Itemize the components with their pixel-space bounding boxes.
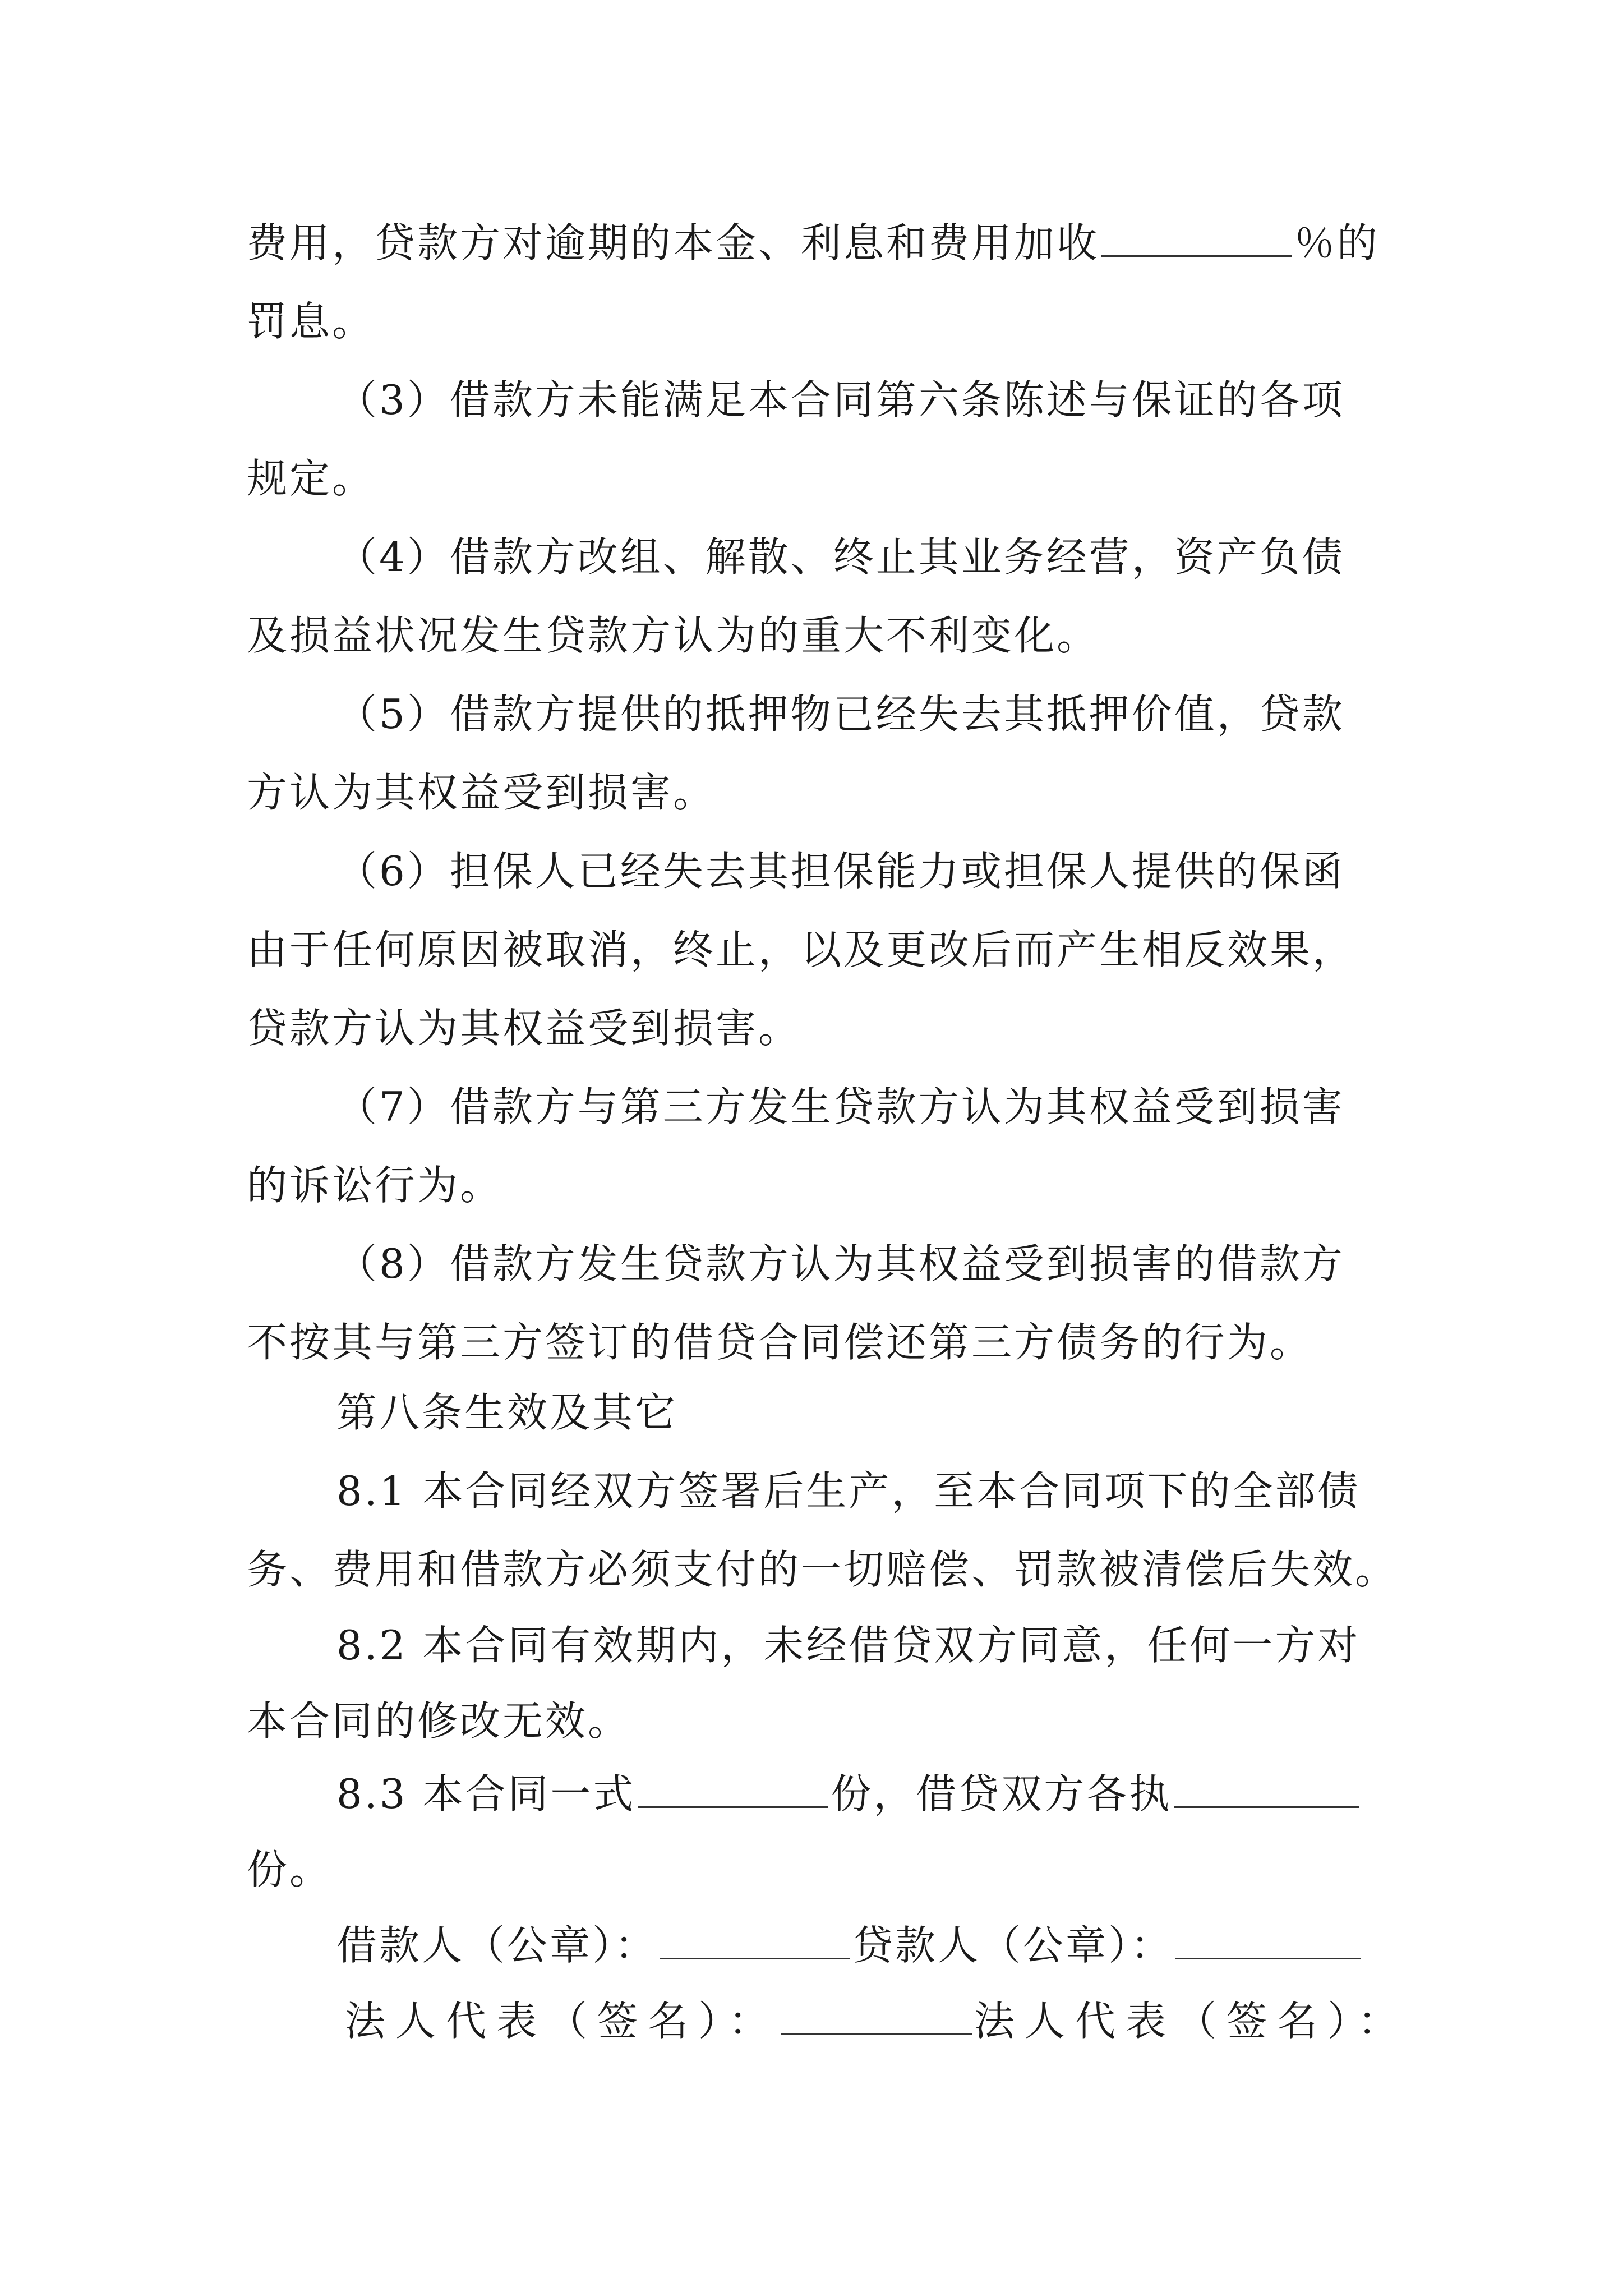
paragraph-line xyxy=(247,609,1396,662)
paragraph-line xyxy=(247,923,1396,977)
paragraph-line xyxy=(336,530,1396,584)
line-text: 贷款方认为其权益受到损害。 xyxy=(247,1005,801,1052)
paragraph-line xyxy=(247,452,1396,505)
line-text: 罚息。 xyxy=(247,298,375,345)
paragraph-line xyxy=(247,1543,1396,1596)
paragraph-line xyxy=(247,216,1396,270)
copies-each-blank[interactable] xyxy=(1174,1767,1359,1808)
lender-seal-label: 贷款人（公章）： xyxy=(852,1922,1174,1969)
paragraph-line xyxy=(336,373,1396,427)
fill-in-blank[interactable] xyxy=(1101,216,1292,257)
line-text: 费用，贷款方对逾期的本金、利息和费用加收 xyxy=(247,219,1100,266)
line-text: （4）借款方改组、解散、终止其业务经营，资产负债 xyxy=(336,533,1345,581)
paragraph-line xyxy=(247,1843,1396,1897)
line-text: 务、费用和借款方必须支付的一切赔偿、罚款被清偿后失效。 xyxy=(247,1546,1398,1593)
paragraph-line xyxy=(247,295,1396,348)
paragraph-line xyxy=(336,687,1396,741)
line-text: 8.1 本合同经双方签署后生产，至本合同项下的全部债 xyxy=(336,1467,1361,1515)
signature-row-seal xyxy=(336,1918,1363,1972)
line-text: 规定。 xyxy=(247,455,375,502)
paragraph-line xyxy=(247,1001,1396,1055)
line-text: 不按其与第三方签订的借贷合同偿还第三方债务的行为。 xyxy=(247,1319,1313,1366)
line-text: 8.2 本合同有效期内，未经借贷双方同意，任何一方对 xyxy=(336,1622,1361,1669)
paragraph-line xyxy=(336,1618,1396,1672)
paragraph-line xyxy=(336,1464,1396,1518)
line-text: 的诉讼行为。 xyxy=(247,1162,503,1209)
line-text: 本合同的修改无效。 xyxy=(247,1697,631,1745)
paragraph-line xyxy=(336,844,1396,898)
paragraph-line xyxy=(247,1158,1396,1212)
copies-total-blank[interactable] xyxy=(638,1767,828,1808)
line-text: 份。 xyxy=(247,1846,333,1893)
paragraph-line xyxy=(247,1315,1396,1369)
line-text: （6）担保人已经失去其担保能力或担保人提供的保函 xyxy=(336,848,1345,895)
line-text: （7）借款方与第三方发生贷款方认为其权益受到损害 xyxy=(336,1083,1345,1130)
borrower-rep-label: 法人代表（签名）： xyxy=(345,1998,780,2045)
borrower-rep-blank[interactable] xyxy=(781,1994,972,2035)
line-text: 第八条生效及其它 xyxy=(336,1389,678,1436)
paragraph-line xyxy=(336,1767,1396,1821)
line-text: 8.3 本合同一式 xyxy=(336,1770,636,1818)
line-text: （5）借款方提供的抵押物已经失去其抵押价值，贷款 xyxy=(336,691,1345,738)
paragraph-line xyxy=(247,766,1396,820)
paragraph-line xyxy=(336,1237,1396,1291)
paragraph-line xyxy=(336,1080,1396,1134)
line-text: 及损益状况发生贷款方认为的重大不利变化。 xyxy=(247,612,1100,659)
paragraph-line xyxy=(247,1694,1396,1748)
line-text: 方认为其权益受到损害。 xyxy=(247,769,716,816)
borrower-seal-blank[interactable] xyxy=(660,1918,850,1959)
line-text-tail: ％的 xyxy=(1294,219,1380,266)
line-text: （8）借款方发生贷款方认为其权益受到损害的借款方 xyxy=(336,1240,1345,1287)
section-heading xyxy=(336,1386,1396,1439)
lender-rep-label: 法人代表（签名）： xyxy=(974,1998,1409,2045)
line-text: 由于任何原因被取消，终止，以及更改后而产生相反效果， xyxy=(247,926,1355,973)
line-text: （3）借款方未能满足本合同第六条陈述与保证的各项 xyxy=(336,376,1345,424)
borrower-seal-label: 借款人（公章）： xyxy=(336,1922,658,1969)
lender-seal-blank[interactable] xyxy=(1175,1918,1361,1959)
line-text-mid: 份，借贷双方各执 xyxy=(831,1770,1172,1818)
signature-row-representative xyxy=(345,1994,1408,2048)
